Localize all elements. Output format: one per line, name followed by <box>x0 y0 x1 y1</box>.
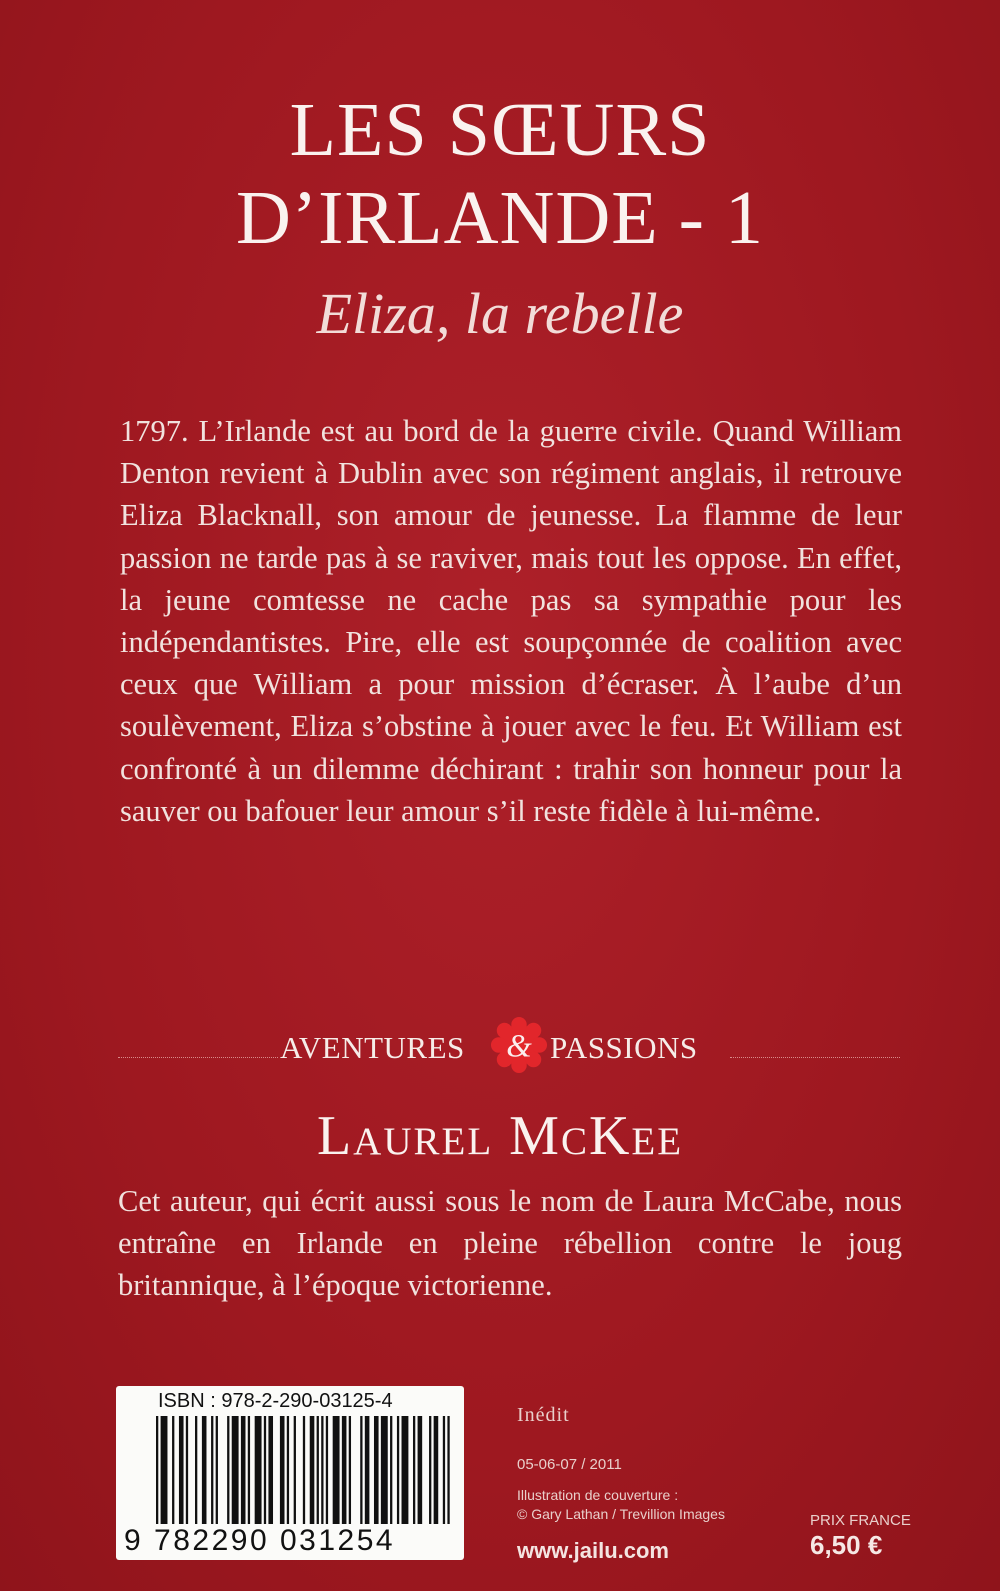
collection-flower-badge-icon <box>490 1016 548 1074</box>
illustration-credit: © Gary Lathan / Trevillion Images <box>517 1506 725 1522</box>
barcode-bar <box>216 1416 218 1524</box>
barcode-bar <box>402 1416 409 1524</box>
barcode-bar <box>179 1416 184 1524</box>
barcode-bar <box>365 1416 370 1524</box>
barcode-bar <box>248 1416 250 1524</box>
collection-word-passions: PASSIONS <box>550 1030 698 1065</box>
barcode-bar <box>255 1416 262 1524</box>
barcode-bar <box>321 1416 323 1524</box>
barcode-bar <box>303 1416 305 1524</box>
barcode-bar <box>397 1416 399 1524</box>
isbn-label: ISBN : 978-2-290-03125-4 <box>158 1390 393 1412</box>
barcode-bar <box>268 1416 273 1524</box>
barcode-bar <box>310 1416 315 1524</box>
barcode-bar <box>161 1416 168 1524</box>
edition-status: Inédit <box>517 1404 570 1426</box>
illustration-credit-label: Illustration de couverture : <box>517 1487 679 1503</box>
barcode-bar <box>202 1416 207 1524</box>
barcode-bar <box>342 1416 347 1524</box>
barcode-bar <box>172 1416 174 1524</box>
barcode-bar <box>381 1416 388 1524</box>
collection-word-aventures: AVENTURES <box>280 1030 465 1065</box>
publisher-website: www.jailu.com <box>517 1538 669 1563</box>
barcode-bar <box>294 1416 296 1524</box>
barcode-bar <box>333 1416 340 1524</box>
collection-banner <box>118 1012 900 1082</box>
barcode-bar <box>280 1416 285 1524</box>
author-bio: Cet auteur, qui écrit aussi sous le nom de Laura McCabe, nous entraîne en Irlande en pleine rébellion contre le joug britannique, à l’époque victorienne. <box>118 1184 902 1302</box>
barcode-bar <box>156 1416 158 1524</box>
barcode-bar <box>227 1416 229 1524</box>
barcode-bar <box>429 1416 431 1524</box>
title-line-1: LES SŒURS <box>289 88 711 172</box>
barcode-bar <box>232 1416 239 1524</box>
barcode-panel <box>116 1386 464 1560</box>
barcode-bar <box>241 1416 246 1524</box>
price-value: 6,50 € <box>810 1530 883 1560</box>
barcode-bar <box>195 1416 197 1524</box>
barcode-bar <box>326 1416 328 1524</box>
collection-ampersand: & <box>506 1028 532 1065</box>
barcode-bar <box>186 1416 188 1524</box>
barcode-bar <box>374 1416 379 1524</box>
barcode-digits: 9 782290 031254 <box>124 1524 396 1557</box>
barcode-bars <box>156 1416 452 1524</box>
subtitle: Eliza, la rebelle <box>316 281 684 346</box>
barcode-bar <box>447 1416 449 1524</box>
barcode-bar <box>413 1416 415 1524</box>
price-label: PRIX FRANCE <box>810 1512 911 1529</box>
title-line-2: D’IRLANDE - 1 <box>235 176 764 260</box>
print-codes: 05-06-07 / 2011 <box>517 1456 622 1473</box>
divider-left <box>118 1057 278 1058</box>
author-name: Laurel McKee <box>316 1105 684 1167</box>
barcode-bar <box>418 1416 423 1524</box>
barcode-bar <box>317 1416 319 1524</box>
back-cover-blurb: 1797. L’Irlande est au bord de la guerre civile. Quand William Denton revient à Dublin avec son régiment anglais, il retrouve Eliza Blacknall, son amour de jeunesse. La flamme de leur passion ne tarde pas à se raviver, mais tout les oppose. En effet, la jeune comtesse ne cache pas sa sympathie pour les indépendantistes. Pire, elle est soupçonnée de coalition avec ceux que William a pour mission d’écraser. À l’aube d’un soulèvement, Eliza s’obstine à jouer avec le feu. Et William est confronté à un dilemme déchirant : trahir son honneur pour la sauver ou bafouer leur amour s’il reste fidèle à lui-même. <box>120 414 902 828</box>
barcode-bar <box>211 1416 213 1524</box>
divider-right <box>730 1057 900 1058</box>
barcode-bar <box>287 1416 289 1524</box>
barcode-bar <box>349 1416 351 1524</box>
barcode-bar <box>390 1416 392 1524</box>
barcode-bar <box>264 1416 266 1524</box>
barcode-bar <box>360 1416 362 1524</box>
barcode-bar <box>443 1416 445 1524</box>
barcode-bar <box>434 1416 439 1524</box>
